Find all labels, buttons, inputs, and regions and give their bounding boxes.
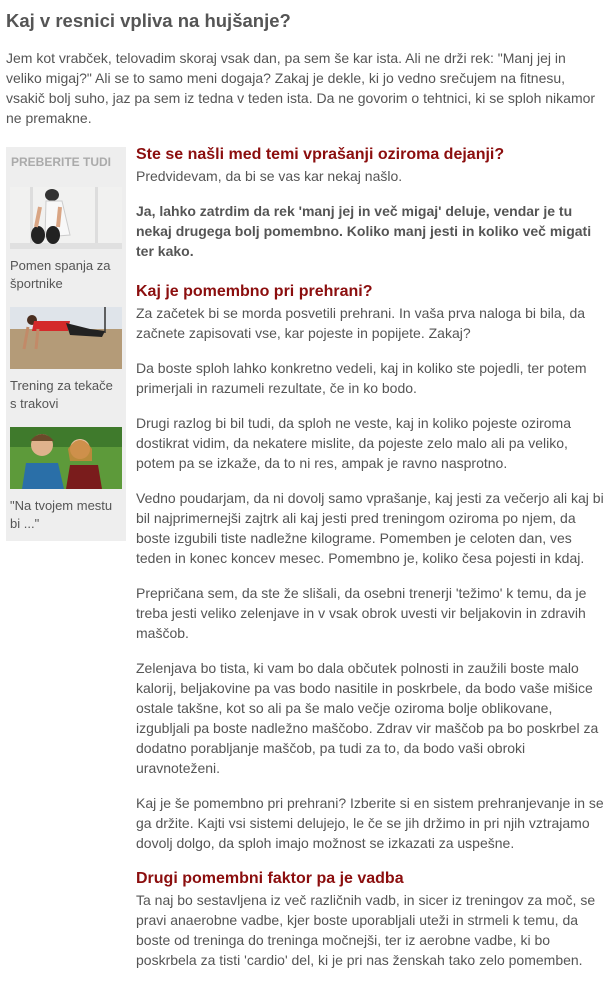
related-articles-sidebar <box>6 147 126 541</box>
section-heading: Kaj je pomembno pri prehrani? <box>136 283 373 300</box>
related-article-caption: Trening za tekače s trakovi <box>10 378 113 411</box>
sidebar-heading: PREBERITE TUDI <box>11 155 112 169</box>
stretching-woman-image <box>10 187 122 249</box>
article-body <box>136 144 604 985</box>
paragraph: Vedno poudarjam, da ni dovolj samo vprašanje, kaj jesti za večerjo ali kaj bi bil najprimernejši zajtrk ali kaj jesti pred treningom oziroma po njem, da boste izgubili tiste nadležne kilograme. Pomemben je celoten dan, ves teden in konec koncev mesec. Pomembno je, koliko česa pojesti in kdaj. <box>136 490 604 566</box>
paragraph: Da boste sploh lahko konkretno vedeli, kaj in koliko ste pojedli, ter potem primerjali in razumeli rezultate, če in ko bodo. <box>136 360 587 396</box>
trx-training-image <box>10 307 122 369</box>
section-heading: Ste se našli med temi vprašanji oziroma dejanji? <box>136 146 505 163</box>
paragraph: Ta naj bo sestavljena iz več različnih vadb, in sicer iz treningov za moč, se pravi anaerobne vadbe, kjer boste uporabljali uteži in strmeli k temu, da boste od treninga do treninga močnejši, ter iz aerobne vadbe, ki bo poskrbela za tisti 'cardio' del, ki je pri nas ženskah tako zelo pomemben. <box>136 892 596 968</box>
couple-image <box>10 427 122 489</box>
related-article-in-your-place[interactable] <box>10 427 122 533</box>
article-intro: Jem kot vrabček, telovadim skoraj vsak dan, pa sem še kar ista. Ali ne drži rek: "Manj jej in veliko migaj?" Ali se to samo meni dogaja? Zakaj je dekle, ki jo vedno srečujem na fitnesu, vsakič bolj suho, jaz pa sem iz tedna v teden ista. Da ne govorim o tehtnici, ki se sploh nikamor ne premakne. <box>6 50 596 126</box>
bold-paragraph: Ja, lahko zatrdim da rek 'manj jej in več migaj' deluje, vendar je tu nekaj drugega bolj pomembno. Koliko manj jesti in koliko več migati ter kako. <box>136 203 592 259</box>
paragraph: Kaj je še pomembno pri prehrani? Izberite si en sistem prehranjevanje in se ga držite. Kajti vsi sistemi delujejo, le če se jih držimo in pri njih vztrajamo dovolj dolgo, da sploh imajo možnost se izkazati za uspešne. <box>136 795 604 851</box>
paragraph: Zelenjava bo tista, ki vam bo dala občutek polnosti in zaužili boste malo kalorij, beljakovine pa vas bodo nasitile in poskrbele, da bodo vaše mišice ostale takšne, kot so ali pa še malo večje oziroma bolje oblikovane, izgubljali pa boste nadležno maščobo. Zdrav vir maščob pa bo poskrbel za dodatno porabljanje maščob, pa tudi za to, da bodo vaši obroki uravnoteženi. <box>136 660 599 776</box>
related-article-sleep[interactable] <box>10 187 122 293</box>
related-article-caption: "Na tvojem mestu bi ..." <box>10 498 113 531</box>
paragraph: Drugi razlog bi bil tudi, da sploh ne veste, kaj in koliko pojeste oziroma dostikrat vidim, da nekatere mislite, da pojeste zelo malo ali pa veliko, potem pa se izkaže, da to ni res, ampak je ravno nasprotno. <box>136 415 572 471</box>
paragraph: Za začetek bi se morda posvetili prehrani. In vaša prva naloga bi bila, da začnete zapisovati vse, kar pojeste in popijete. Zakaj? <box>136 305 586 341</box>
related-article-caption: Pomen spanja za športnike <box>10 258 111 291</box>
article-title: Kaj v resnici vpliva na hujšanje? <box>6 10 291 31</box>
paragraph: Predvidevam, da bi se vas kar nekaj našlo. <box>136 168 403 184</box>
section-heading: Drugi pomembni faktor pa je vadba <box>136 870 404 887</box>
paragraph: Prepričana sem, da ste že slišali, da osebni trenerji 'težimo' k temu, da je treba jesti veliko zelenjave in v vsak obrok uvesti vir beljakovin in zdravih maščob. <box>136 585 587 641</box>
related-article-runners[interactable] <box>10 307 122 413</box>
